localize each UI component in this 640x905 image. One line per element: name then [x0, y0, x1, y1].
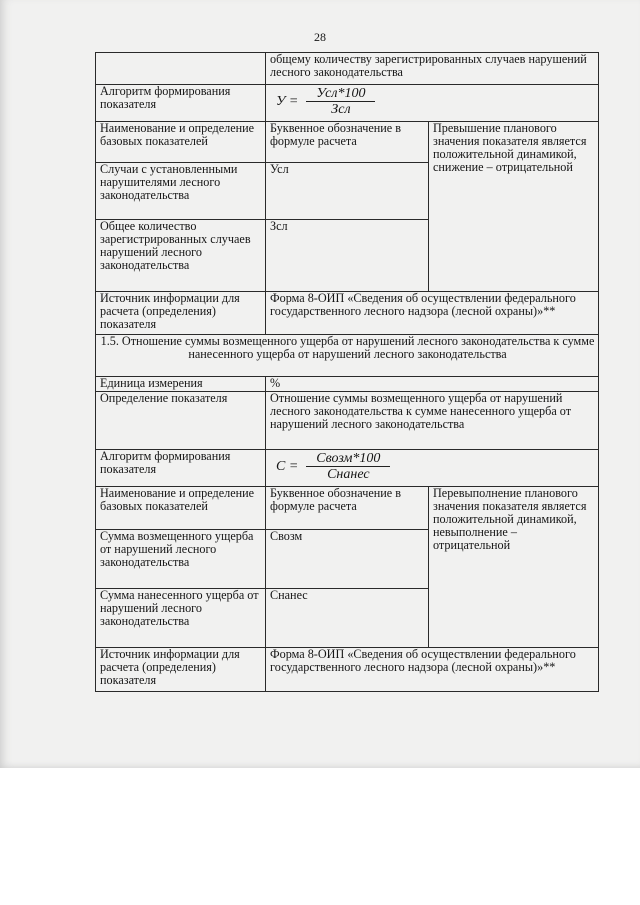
formula-cell	[266, 450, 599, 487]
source-label: Источник информации для расчета (определения) показателя	[96, 648, 266, 692]
formula-cell	[266, 85, 599, 122]
source-label: Источник информации для расчета (определения) показателя	[96, 292, 266, 335]
indicator-table	[95, 52, 599, 692]
table-row	[96, 122, 599, 163]
page-number: 28	[314, 30, 326, 44]
algorithm-label: Алгоритм формирования показателя	[96, 85, 266, 122]
base-indicator-name: Сумма возмещенного ущерба от нарушений лесного законодательства	[96, 530, 266, 589]
source-value: Форма 8-ОИП «Сведения об осуществлении федерального государственного лесного надзора (лесной охраны)»**	[266, 292, 599, 335]
formula-lhs: С =	[276, 459, 299, 474]
symbol-header: Буквенное обозначение в формуле расчета	[266, 122, 429, 163]
formula	[276, 87, 375, 116]
formula-numerator: Усл*100	[306, 87, 375, 102]
unit-label: Единица измерения	[96, 377, 266, 392]
base-indicator-name: Случаи с установленными нарушителями лесного законодательства	[96, 163, 266, 220]
formula-denominator: Зсл	[331, 102, 351, 117]
formula-fraction	[306, 452, 390, 481]
base-indicator-symbol: Свозм	[266, 530, 429, 589]
base-indicators-label: Наименование и определение базовых показателей	[96, 487, 266, 530]
formula-denominator: Снанес	[327, 467, 370, 482]
empty-cell	[96, 53, 266, 85]
continued-definition: общему количеству зарегистрированных случаев нарушений лесного законодательства	[266, 53, 599, 85]
table-row	[96, 392, 599, 450]
dynamics-note: Перевыполнение планового значения показателя является положительной динамикой, невыполнение – отрицательной	[429, 487, 599, 648]
definition-value: Отношение суммы возмещенного ущерба от нарушений лесного законодательства к сумме нанесенного ущерба от нарушений лесного законодательства	[266, 392, 599, 450]
section-title: 1.5. Отношение суммы возмещенного ущерба от нарушений лесного законодательства к сумме нанесенного ущерба от нарушений лесного законодательства	[96, 335, 599, 377]
table-row	[96, 292, 599, 335]
unit-value: %	[266, 377, 599, 392]
formula	[276, 452, 390, 481]
base-indicators-label: Наименование и определение базовых показателей	[96, 122, 266, 163]
symbol-header: Буквенное обозначение в формуле расчета	[266, 487, 429, 530]
formula-lhs: У =	[276, 94, 299, 109]
table-row	[96, 487, 599, 530]
formula-fraction	[306, 87, 375, 116]
base-indicator-symbol: Зсл	[266, 220, 429, 292]
base-indicator-name: Сумма нанесенного ущерба от нарушений лесного законодательства	[96, 589, 266, 648]
table-row	[96, 85, 599, 122]
definition-label: Определение показателя	[96, 392, 266, 450]
formula-numerator: Свозм*100	[306, 452, 390, 467]
source-value: Форма 8-ОИП «Сведения об осуществлении федерального государственного лесного надзора (лесной охраны)»**	[266, 648, 599, 692]
table-row	[96, 335, 599, 377]
table-row	[96, 648, 599, 692]
base-indicator-name: Общее количество зарегистрированных случаев нарушений лесного законодательства	[96, 220, 266, 292]
table-row	[96, 377, 599, 392]
table-row	[96, 53, 599, 85]
table-row	[96, 450, 599, 487]
algorithm-label: Алгоритм формирования показателя	[96, 450, 266, 487]
dynamics-note: Превышение планового значения показателя является положительной динамикой, снижение – отрицательной	[429, 122, 599, 292]
base-indicator-symbol: Снанес	[266, 589, 429, 648]
base-indicator-symbol: Усл	[266, 163, 429, 220]
